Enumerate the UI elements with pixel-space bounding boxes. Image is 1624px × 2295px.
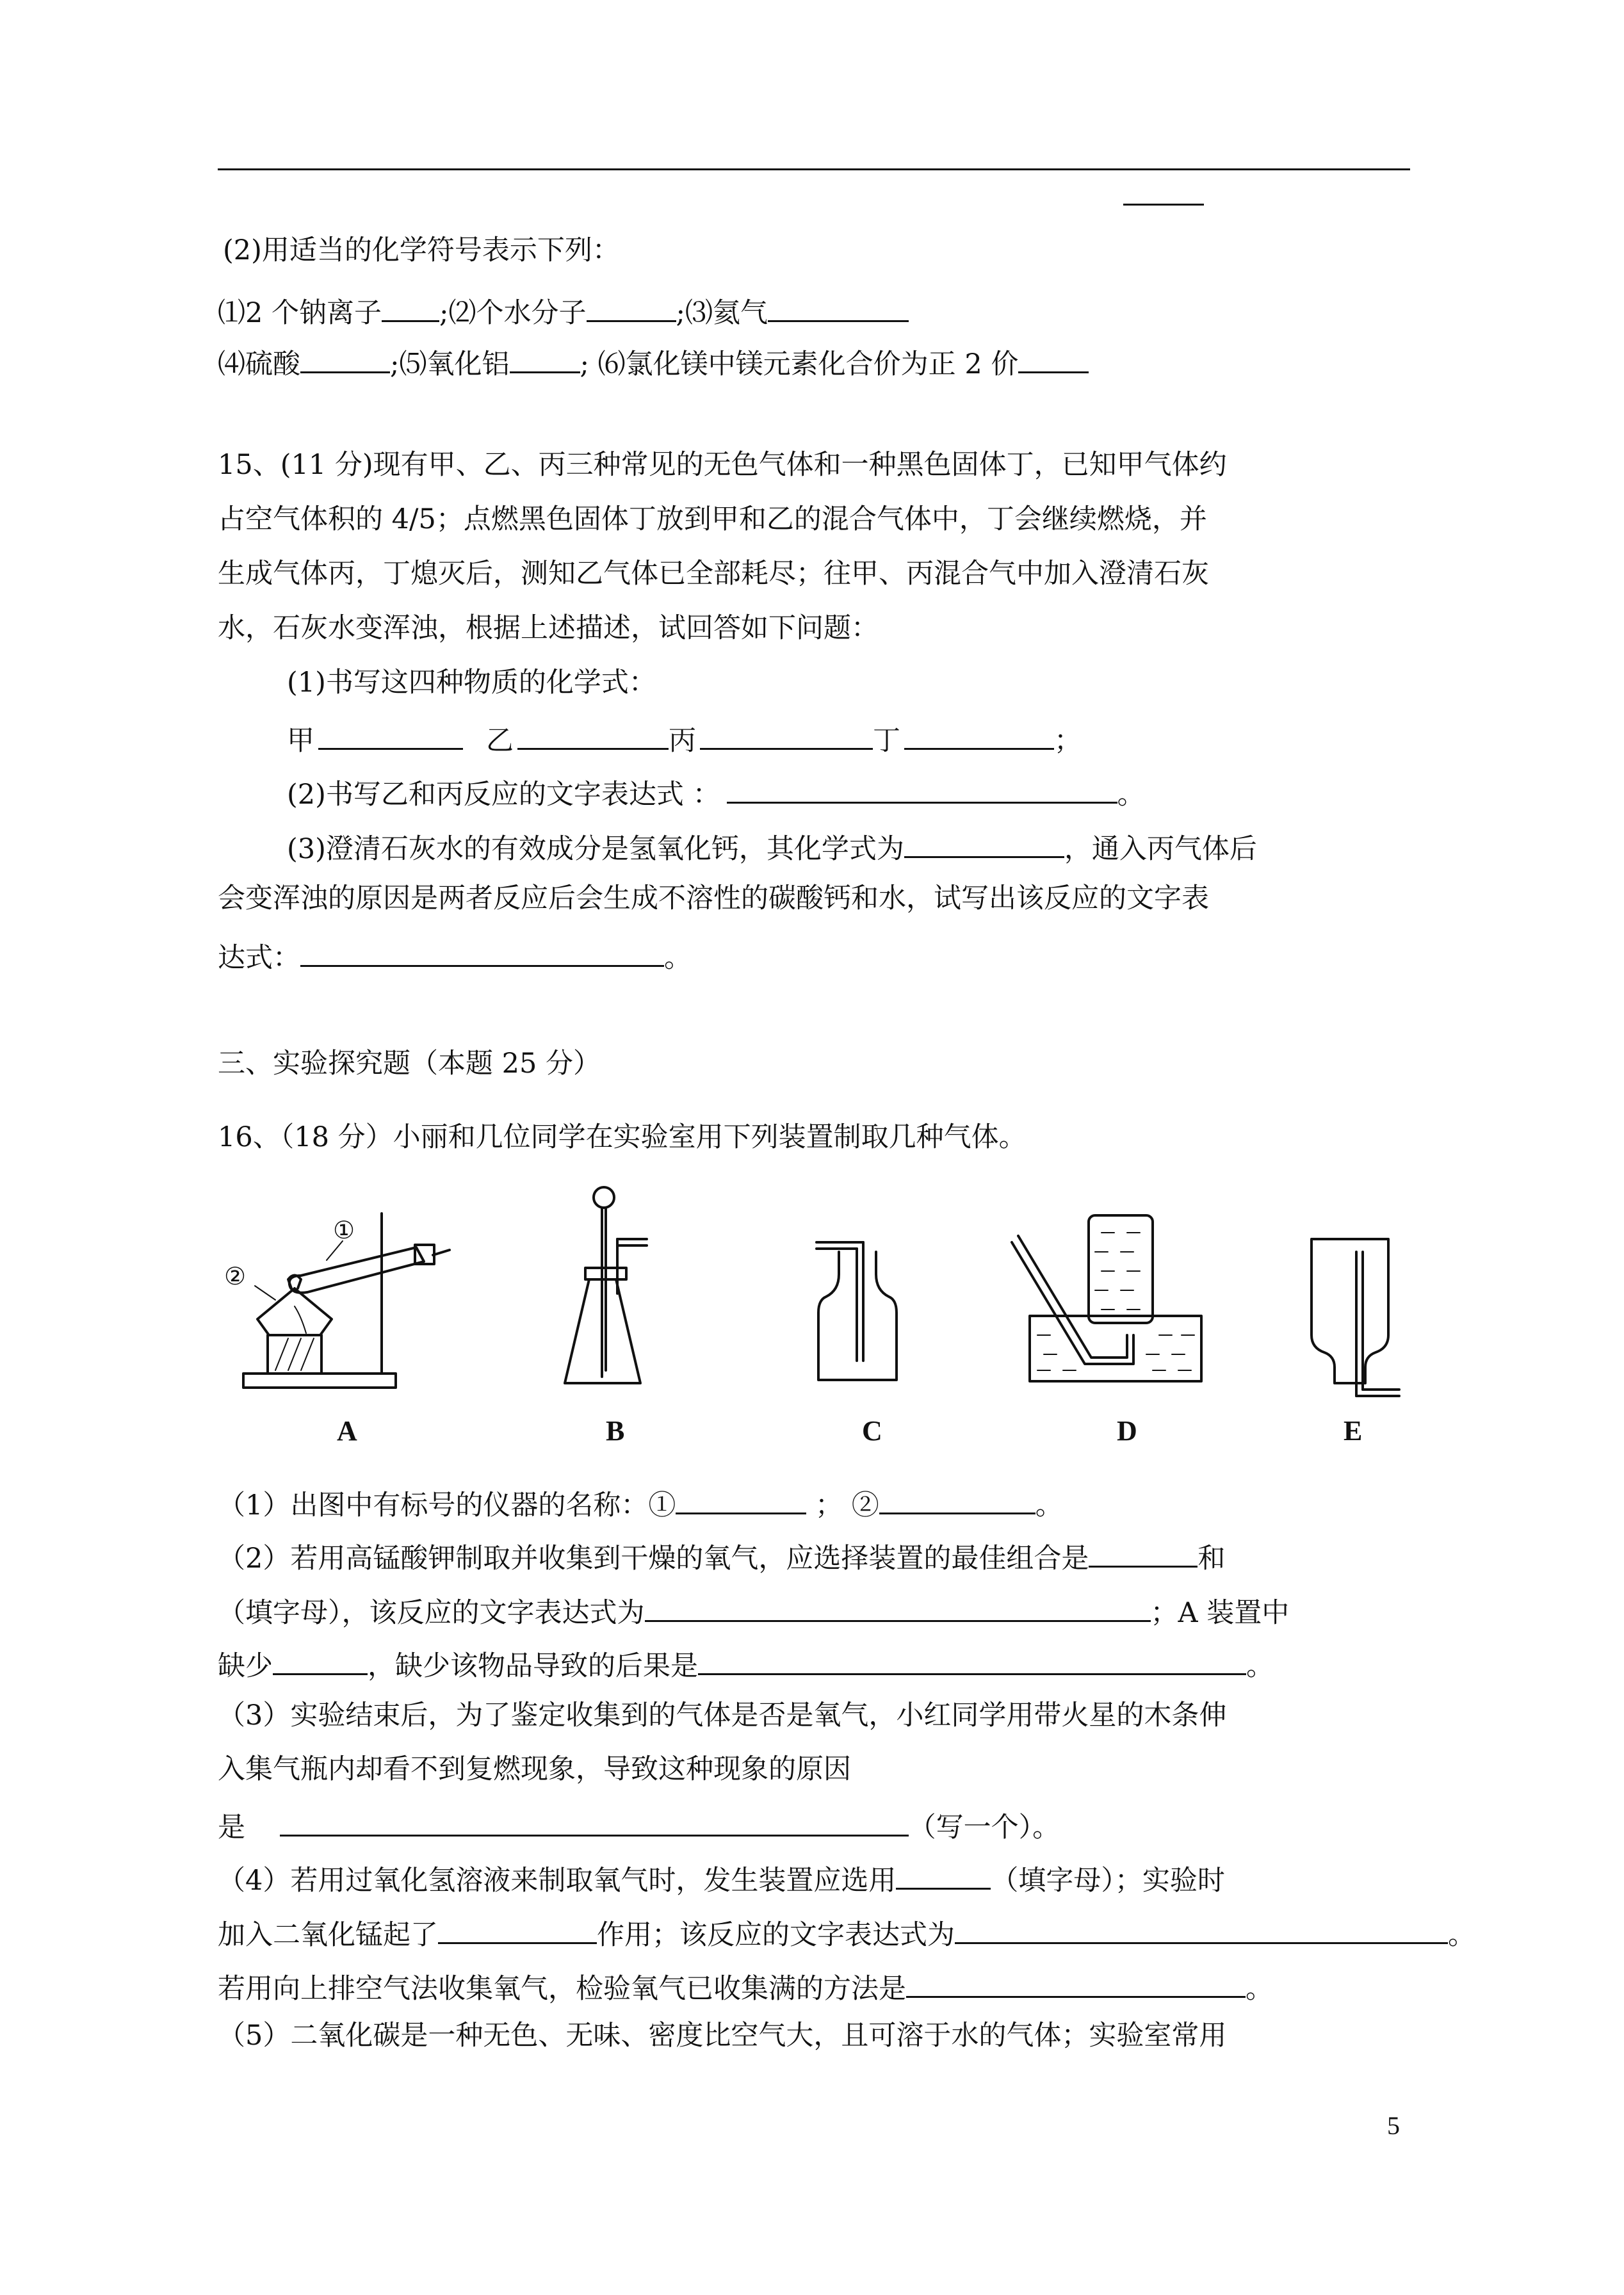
- q14-item5: ;⑸氧化铝: [390, 348, 510, 380]
- marker-2: ②: [224, 1262, 247, 1290]
- figure-label-e: E: [1344, 1415, 1363, 1447]
- q15-label-ding: 丁: [873, 725, 900, 757]
- q15-label-yi: 乙: [486, 725, 514, 757]
- q16-part1-end: 。: [1035, 1489, 1063, 1521]
- q16-part2-text: ；A 装置中: [1150, 1597, 1290, 1629]
- q14-item3: ;⑶氦气: [676, 297, 768, 329]
- q16-part3-line3: [218, 1809, 1060, 1842]
- q16-part2-line1: [218, 1540, 1225, 1573]
- figure-label-a: A: [337, 1415, 357, 1447]
- marker-1: ①: [333, 1216, 355, 1244]
- apparatus-e: [1311, 1239, 1399, 1396]
- q16-part2-line3: [218, 1648, 1274, 1680]
- answer-blank[interactable]: [955, 1917, 1448, 1944]
- q16-part3-line2: 入集气瓶内却看不到复燃现象，导致这种现象的原因: [218, 1753, 851, 1785]
- q16-part3-line1: （3）实验结束后，为了鉴定收集到的气体是否是氧气，小红同学用带火星的木条伸: [218, 1699, 1227, 1731]
- answer-blank[interactable]: [280, 1809, 909, 1837]
- q15-part3-text: (3)澄清石灰水的有效成分是氢氧化钙，其化学式为: [287, 833, 904, 865]
- q16-part5-line1: （5）二氧化碳是一种无色、无味、密度比空气大，且可溶于水的气体；实验室常用: [218, 2020, 1227, 2052]
- q15-intro-line: 生成气体丙，丁熄灭后，测知乙气体已全部耗尽；往甲、丙混合气中加入澄清石灰: [218, 558, 1209, 590]
- apparatus-d: [1012, 1215, 1201, 1381]
- q16-part1-text: ； ②: [806, 1489, 879, 1521]
- q16-part2-text: 缺少: [218, 1650, 273, 1682]
- answer-blank[interactable]: [698, 1648, 1246, 1675]
- q15-intro-line: 占空气体积的 4/5；点燃黑色固体丁放到甲和乙的混合气体中，丁会继续燃烧，并: [218, 503, 1207, 535]
- q16-part4-line1: [218, 1862, 1225, 1895]
- figure-label-b: B: [606, 1415, 625, 1447]
- q14-item2: ;⑵个水分子: [439, 297, 587, 329]
- q16-part4-text: 作用；该反应的文字表达式为: [597, 1919, 955, 1951]
- q16-part2-text: ，缺少该物品导致的后果是: [368, 1650, 698, 1682]
- q16-part4-text: （填字母）；实验时: [991, 1865, 1225, 1897]
- answer-blank[interactable]: [896, 1862, 991, 1890]
- q16-part4-line2: [218, 1917, 1475, 1949]
- q15-intro-line: 水，石灰水变浑浊，根据上述描述，试回答如下问题：: [218, 612, 879, 644]
- apparatus-c: [816, 1242, 897, 1380]
- figure-label-d: D: [1117, 1415, 1137, 1447]
- answer-blank[interactable]: [273, 1648, 368, 1675]
- answer-blank[interactable]: [906, 1970, 1246, 1998]
- q16-part3-text: （写一个）。: [908, 1812, 1060, 1844]
- answer-blank[interactable]: [1089, 1540, 1198, 1568]
- q16-part2-line2: [218, 1594, 1289, 1627]
- q14-item1: ⑴2 个钠离子: [218, 297, 382, 329]
- q15-semicolon: ；: [1054, 725, 1082, 757]
- q16-part4-text: 加入二氧化锰起了: [218, 1919, 438, 1951]
- section-title: 三、实验探究题（本题 25 分）: [218, 1048, 601, 1080]
- q16-part2-text: （2）若用高锰酸钾制取并收集到干燥的氧气，应选择装置的最佳组合是: [218, 1543, 1089, 1575]
- q15-part3-text: ，通入丙气体后: [1064, 833, 1257, 865]
- q14-item4: ⑷硫酸: [218, 348, 300, 380]
- q14-item6: ; ⑹氯化镁中镁元素化合价为正 2 价: [580, 348, 1019, 380]
- q16-part4-text: （4）若用过氧化氢溶液来制取氧气时，发生装置应选用: [218, 1865, 897, 1897]
- q16-part4-line3: [218, 1970, 1273, 2003]
- answer-blank[interactable]: [438, 1917, 597, 1944]
- q16-part2-text: （填字母），该反应的文字表达式为: [218, 1597, 645, 1629]
- q15-part1: (1)书写这四种物质的化学式：: [287, 667, 656, 699]
- q14-part2-title: (2)用适当的化学符号表示下列：: [223, 234, 620, 266]
- answer-blank[interactable]: [879, 1487, 1035, 1514]
- q16-part3-text: 是: [218, 1812, 254, 1844]
- q15-intro-line: 15、(11 分)现有甲、乙、丙三种常见的无色气体和一种黑色固体丁，已知甲气体约: [218, 449, 1227, 481]
- q15-label-bing: 丙: [669, 725, 696, 757]
- page-number: 5: [1387, 2111, 1400, 2140]
- q16-part4-end: 。: [1448, 1919, 1475, 1951]
- q16-part4-text: 若用向上排空气法收集氧气，检验氧气已收集满的方法是: [218, 1973, 906, 2005]
- q16-part2-end: 。: [1246, 1650, 1274, 1682]
- answer-blank[interactable]: [676, 1487, 806, 1514]
- q16-part1-text: （1）出图中有标号的仪器的名称：①: [218, 1489, 676, 1521]
- q16-part2-text: 和: [1198, 1543, 1226, 1575]
- q16-part1: [218, 1487, 1063, 1520]
- q15-part2-end: 。: [1117, 779, 1145, 811]
- q16-intro: 16、（18 分）小丽和几位同学在实验室用下列装置制取几种气体。: [218, 1121, 1027, 1153]
- q15-part3-end: 。: [664, 942, 692, 974]
- figure-label-c: C: [862, 1415, 882, 1447]
- q15-part3-line2: 会变浑浊的原因是两者反应后会生成不溶性的碳酸钙和水，试写出该反应的文字表: [218, 882, 1209, 914]
- q15-part2-text: (2)书写乙和丙反应的文字表达式 ：: [287, 779, 720, 811]
- q15-part3-text: 达式：: [218, 942, 300, 974]
- answer-blank[interactable]: [645, 1594, 1151, 1622]
- apparatus-b: [565, 1187, 647, 1383]
- q15-label-jia: 甲: [287, 725, 314, 757]
- q16-part4-end: 。: [1246, 1973, 1273, 2005]
